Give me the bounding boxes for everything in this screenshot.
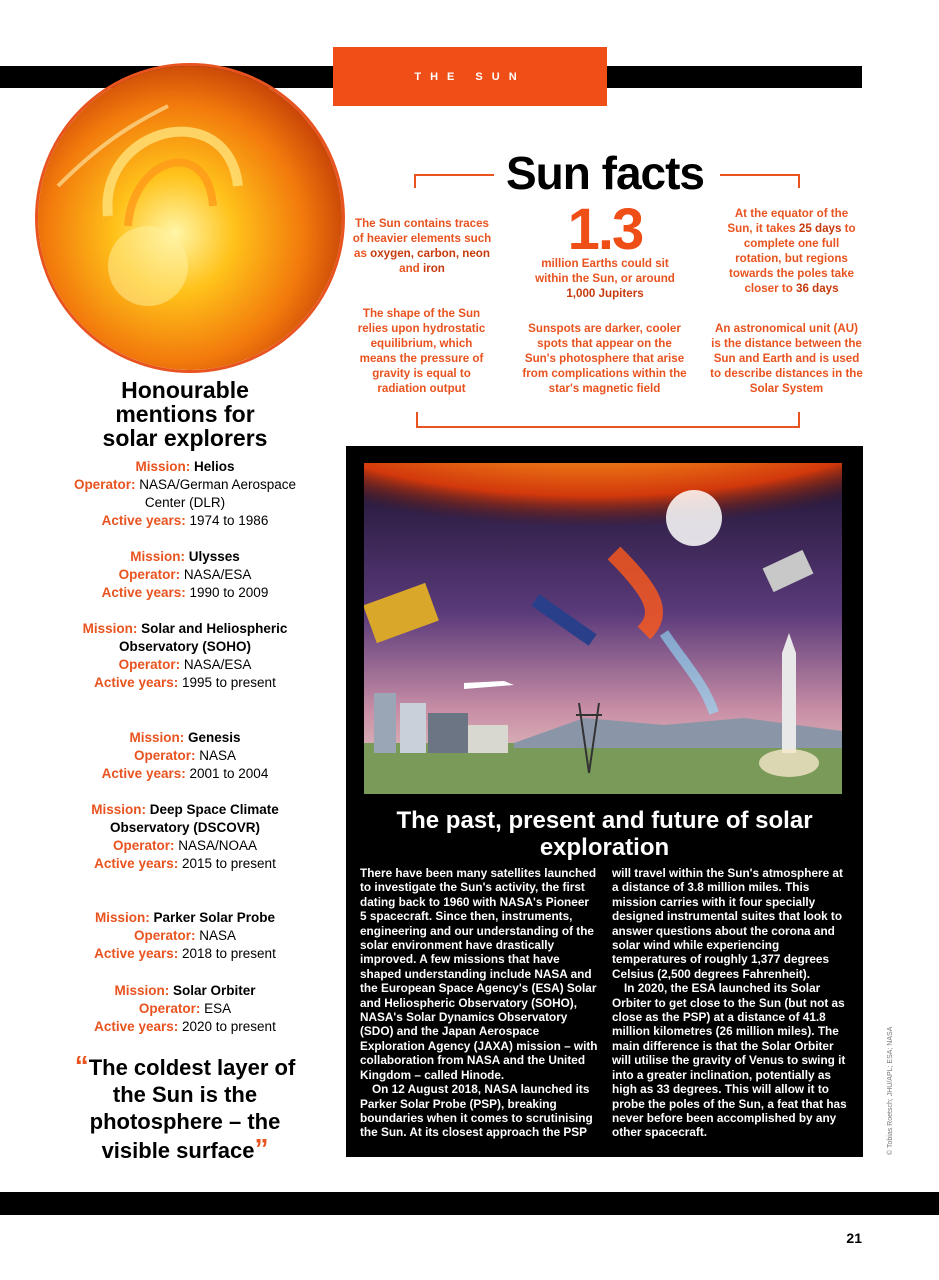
active-years-label: Active years: bbox=[101, 766, 186, 781]
mission-label: Mission: bbox=[129, 730, 185, 745]
operator-label: Operator: bbox=[73, 477, 136, 492]
section-header-tab: THE SUN bbox=[333, 47, 607, 106]
fact-heavier-elements: The Sun contains traces of heavier elements such as oxygen, carbon, neon and iron bbox=[352, 217, 492, 275]
mission-label: Mission: bbox=[91, 802, 146, 817]
mission-operator: NASA/ESA bbox=[183, 657, 252, 672]
active-years-label: Active years: bbox=[101, 585, 186, 600]
mission-name: Parker Solar Probe bbox=[153, 910, 276, 925]
sun-photo bbox=[35, 63, 345, 373]
facts-title: Sun facts bbox=[505, 147, 705, 199]
operator-label: Operator: bbox=[118, 567, 181, 582]
mission-years: 2001 to 2004 bbox=[189, 766, 269, 781]
article-column-2 bbox=[612, 866, 850, 1140]
mission-years: 2018 to present bbox=[182, 946, 276, 961]
article-paragraph: In 2020, the ESA launched its Solar Orbiter to get close to the Sun (but not as close as the PSP) at a distance of 41.8 million kilometres (26 million miles). The main difference is that the Solar Orbiter will utilise the gravity of Venus to swing it into a greater inclination, potentially as high as 33 degrees. This will allow it to probe the poles of the Sun, a feat that has never before been accomplished by any other spacecraft. bbox=[612, 981, 847, 1140]
bottom-black-bar bbox=[0, 1192, 939, 1215]
article-paragraph: There have been many satellites launched to investigate the Sun's activity, the first dating back to 1960 with NASA's Pioneer 5 spacecraft. Since then, instruments, engineering and our understanding of the solar environment have drastically improved. A few missions that have shaped understanding include NASA and the European Space Agency's (ESA) Solar and Heliospheric Observatory (SOHO), NASA's Solar Dynamics Observatory (SDO) and the Japan Aerospace Exploration Agency (JAXA) mission – with collaboration from NASA and the United Kingdom – called Hinode. bbox=[360, 866, 598, 1082]
facts-bracket-top-right-tick bbox=[798, 174, 800, 188]
mission-entry bbox=[70, 982, 300, 1036]
quote-text: The coldest layer of the Sun is the photosphere – the visible surface bbox=[88, 1055, 296, 1163]
mission-operator: NASA/German Aerospace Center (DLR) bbox=[139, 477, 297, 510]
mission-years: 1990 to 2009 bbox=[189, 585, 269, 600]
active-years-label: Active years: bbox=[94, 675, 179, 690]
fact-sunspots: Sunspots are darker, cooler spots that appear on the Sun's photosphere that arise from complications within the star's magnetic field bbox=[522, 322, 687, 395]
mission-label: Mission: bbox=[130, 549, 185, 564]
active-years-label: Active years: bbox=[101, 513, 186, 528]
mission-entry bbox=[70, 548, 300, 602]
mission-years: 1995 to present bbox=[182, 675, 276, 690]
operator-label: Operator: bbox=[138, 1001, 201, 1016]
mission-name: Helios bbox=[194, 459, 235, 474]
article-paragraph: On 12 August 2018, NASA launched its Parker Solar Probe (PSP), breaking boundaries when it comes to scrutinising the Sun. At its closest approach the PSP bbox=[360, 1082, 593, 1140]
active-years-label: Active years: bbox=[94, 856, 179, 871]
page-number: 21 bbox=[846, 1230, 862, 1246]
active-years-label: Active years: bbox=[94, 946, 179, 961]
operator-label: Operator: bbox=[133, 748, 196, 763]
article-title: The past, present and future of solar exploration bbox=[396, 807, 813, 861]
space-scene-graphic bbox=[364, 463, 842, 794]
mission-years: 1974 to 1986 bbox=[189, 513, 269, 528]
fact-hydrostatic: The shape of the Sun relies upon hydrostatic equilibrium, which means the pressure of gravity is equal to radiation output bbox=[357, 307, 486, 395]
facts-bracket-bottom bbox=[416, 426, 800, 428]
mission-entry bbox=[70, 909, 300, 963]
fact-astronomical-unit: An astronomical unit (AU) is the distance between the Sun and Earth and is used to describe distances in the Solar System bbox=[710, 322, 863, 395]
exploration-illustration bbox=[364, 463, 842, 794]
honourable-mentions-title: Honourable mentions for solar explorers bbox=[102, 377, 268, 451]
facts-bracket-top-right bbox=[720, 174, 800, 176]
operator-label: Operator: bbox=[118, 657, 181, 672]
mission-operator: NASA/ESA bbox=[183, 567, 252, 582]
article-paragraph: will travel within the Sun's atmosphere at a distance of 3.8 million miles. This mission carries with it four specially designed instrumental suites that look to answer questions about the corona and solar wind while experiencing temperatures of roughly 1,377 degrees Celsius (2,500 degrees Fahrenheit). bbox=[612, 866, 843, 981]
fact-rotation: At the equator of the Sun, it takes 25 days to complete one full rotation, but regions towards the poles take closer to 36 days bbox=[727, 207, 856, 295]
sun-illustration bbox=[38, 66, 342, 370]
facts-bracket-bottom-left-tick bbox=[416, 412, 418, 428]
operator-label: Operator: bbox=[112, 838, 175, 853]
mission-operator: NASA/NOAA bbox=[178, 838, 258, 853]
facts-bracket-top-left bbox=[414, 174, 494, 176]
mission-name: Deep Space Climate Observatory (DSCOVR) bbox=[109, 802, 279, 835]
mission-operator: NASA bbox=[199, 928, 237, 943]
mission-label: Mission: bbox=[135, 459, 191, 474]
fact-earths-in-sun: million Earths could sit within the Sun, or around 1,000 Jupiters bbox=[535, 257, 675, 300]
mission-name: Genesis bbox=[188, 730, 241, 745]
facts-big-number: 1.3 bbox=[567, 197, 643, 262]
facts-bracket-bottom-right-tick bbox=[798, 412, 800, 428]
pull-quote bbox=[70, 1052, 300, 1164]
article-column-1 bbox=[360, 866, 598, 1140]
mission-years: 2020 to present bbox=[182, 1019, 276, 1034]
mission-entry bbox=[70, 620, 300, 692]
mission-entry bbox=[70, 458, 300, 530]
operator-label: Operator: bbox=[133, 928, 196, 943]
mission-operator: NASA bbox=[199, 748, 237, 763]
mission-entry bbox=[70, 801, 300, 873]
mission-label: Mission: bbox=[82, 621, 138, 636]
facts-bracket-top-left-tick bbox=[414, 174, 416, 188]
active-years-label: Active years: bbox=[94, 1019, 179, 1034]
mission-label: Mission: bbox=[94, 910, 150, 925]
mission-operator: ESA bbox=[204, 1001, 232, 1016]
mission-label: Mission: bbox=[114, 983, 170, 998]
mission-years: 2015 to present bbox=[182, 856, 276, 871]
mission-name: Solar and Heliospheric Observatory (SOHO) bbox=[118, 621, 288, 654]
mission-name: Ulysses bbox=[188, 549, 240, 564]
mission-entry bbox=[70, 729, 300, 783]
quote-open-mark: “ bbox=[74, 1050, 89, 1081]
mission-name: Solar Orbiter bbox=[173, 983, 256, 998]
quote-close-mark: ” bbox=[254, 1133, 269, 1164]
image-credit: © Tobias Roetsch; JHU/APL; ESA; NASA bbox=[887, 1026, 894, 1155]
